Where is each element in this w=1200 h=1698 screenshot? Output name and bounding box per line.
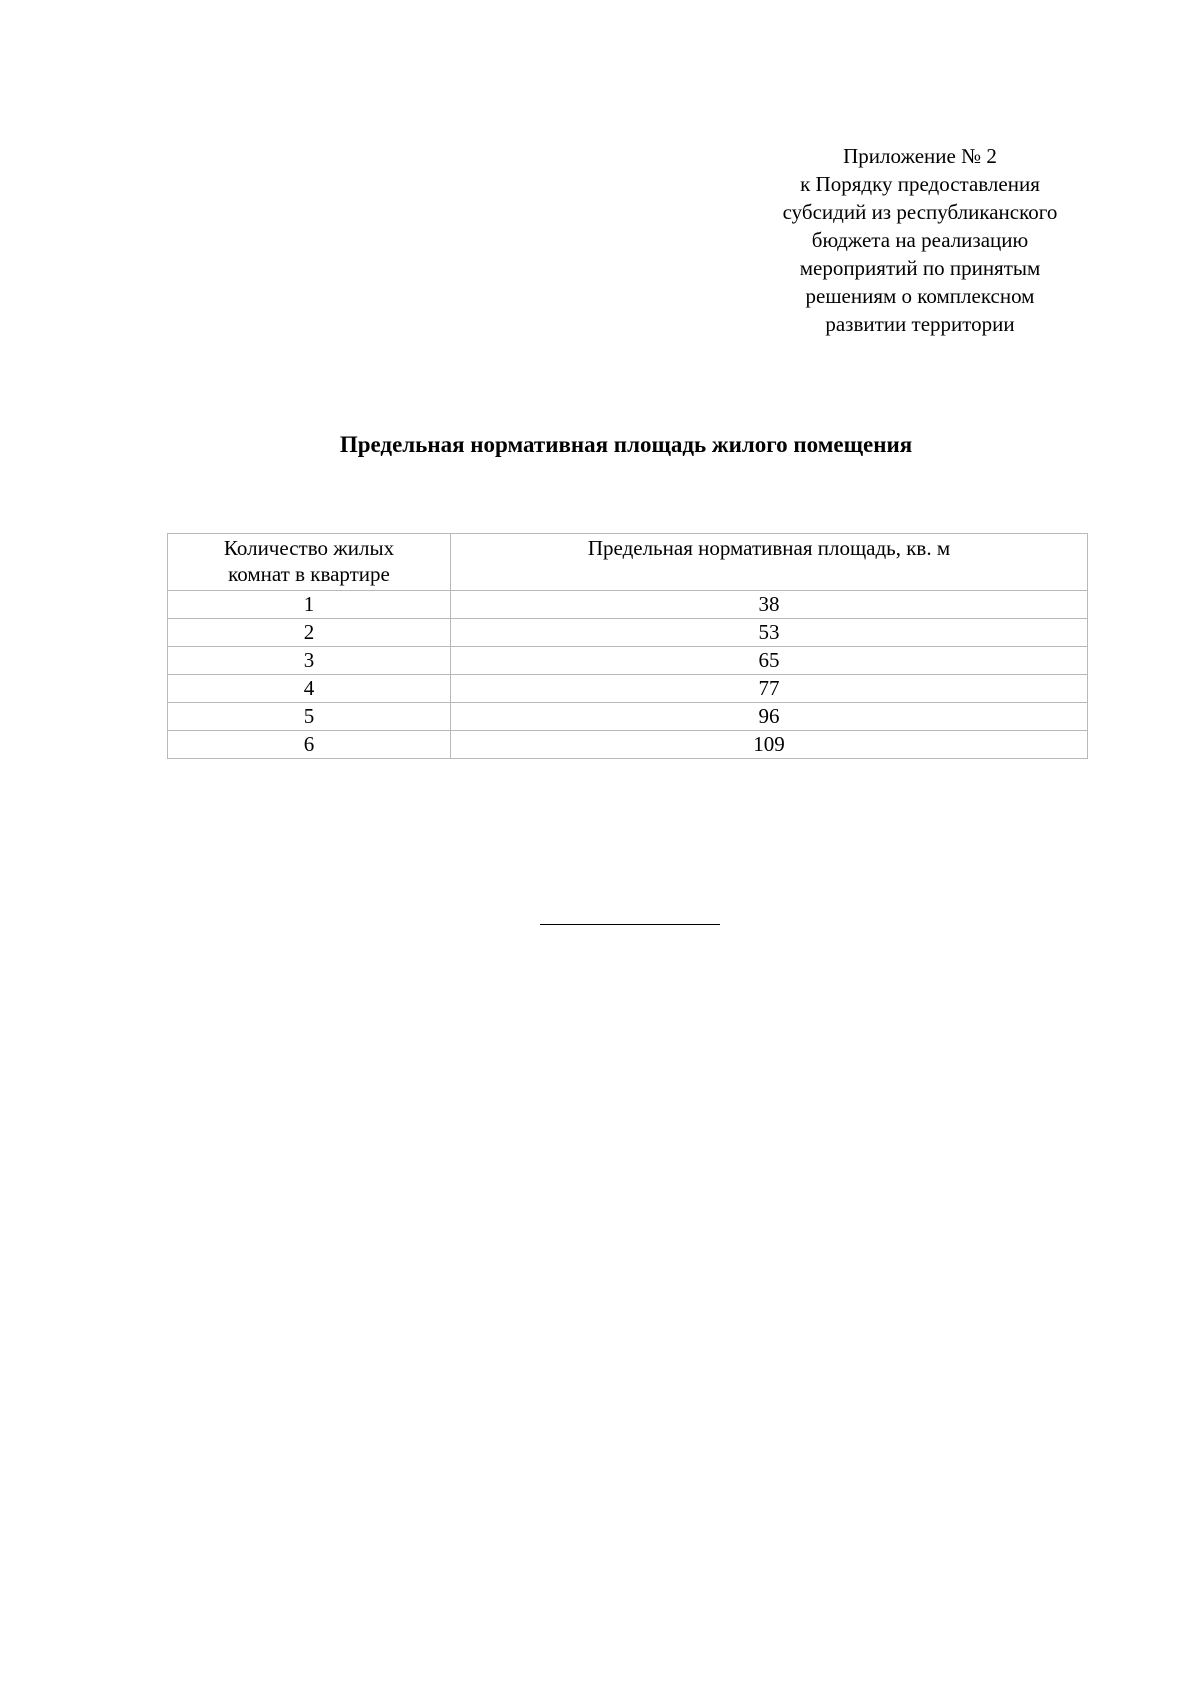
appendix-block (740, 142, 1100, 338)
cell-area: 109 (451, 731, 1088, 759)
end-separator-line (540, 924, 720, 925)
appendix-line: субсидий из республиканского (782, 200, 1058, 224)
table-row (168, 591, 1088, 619)
table-header-row (168, 534, 1088, 591)
header-area-line: Предельная нормативная площадь, кв. м (587, 536, 951, 560)
cell-rooms: 3 (168, 647, 451, 675)
cell-rooms: 5 (168, 703, 451, 731)
table-header (168, 534, 1088, 591)
appendix-line: мероприятий по принятым (799, 256, 1041, 280)
appendix-line: к Порядку предоставления (800, 172, 1040, 196)
table-row (168, 619, 1088, 647)
document-title: Предельная нормативная площадь жилого помещения (339, 432, 913, 457)
appendix-line: Приложение № 2 (843, 144, 997, 168)
table-body (168, 591, 1088, 759)
cell-rooms: 2 (168, 619, 451, 647)
cell-rooms: 1 (168, 591, 451, 619)
cell-area: 77 (451, 675, 1088, 703)
header-rooms-line: Количество жилых (223, 536, 395, 560)
table-row (168, 703, 1088, 731)
header-rooms-count (168, 534, 451, 591)
cell-area: 96 (451, 703, 1088, 731)
cell-area: 53 (451, 619, 1088, 647)
appendix-line: решениям о комплексном (805, 284, 1035, 308)
cell-rooms: 4 (168, 675, 451, 703)
table-row (168, 731, 1088, 759)
table-row (168, 647, 1088, 675)
table-row (168, 675, 1088, 703)
cell-area: 65 (451, 647, 1088, 675)
header-max-area (451, 534, 1088, 591)
header-rooms-line: комнат в квартире (228, 562, 390, 586)
cell-rooms: 6 (168, 731, 451, 759)
cell-area: 38 (451, 591, 1088, 619)
appendix-line: развитии территории (825, 312, 1015, 336)
area-norms-table (167, 533, 1088, 759)
appendix-line: бюджета на реализацию (811, 228, 1029, 252)
